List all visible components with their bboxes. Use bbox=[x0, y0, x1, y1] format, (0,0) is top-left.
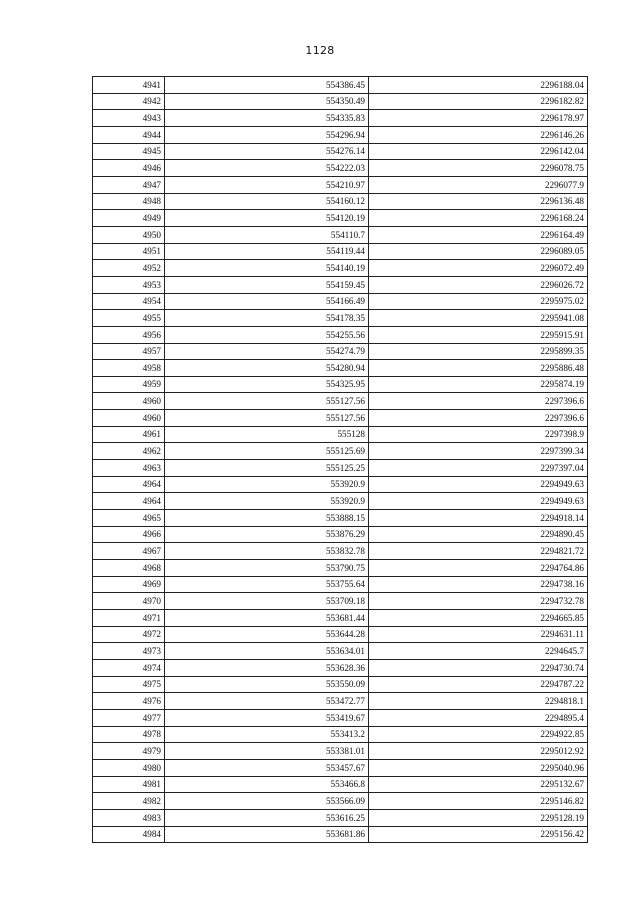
point-number-cell: 4960 bbox=[93, 393, 165, 410]
point-number-cell: 4963 bbox=[93, 460, 165, 477]
table-row bbox=[93, 693, 588, 710]
point-number-cell: 4983 bbox=[93, 809, 165, 826]
x-coordinate-cell: 554159.45 bbox=[165, 276, 369, 293]
x-coordinate-cell: 555128 bbox=[165, 426, 369, 443]
y-coordinate-cell: 2295915.91 bbox=[369, 326, 588, 343]
x-coordinate-cell: 554140.19 bbox=[165, 260, 369, 277]
y-coordinate-cell: 2294821.72 bbox=[369, 543, 588, 560]
y-coordinate-cell: 2295128.19 bbox=[369, 809, 588, 826]
x-coordinate-cell: 554280.94 bbox=[165, 360, 369, 377]
point-number-cell: 4974 bbox=[93, 659, 165, 676]
x-coordinate-cell: 553419.67 bbox=[165, 709, 369, 726]
y-coordinate-cell: 2294949.63 bbox=[369, 493, 588, 510]
x-coordinate-cell: 555125.25 bbox=[165, 460, 369, 477]
table-row bbox=[93, 626, 588, 643]
table-row bbox=[93, 260, 588, 277]
table-row bbox=[93, 493, 588, 510]
x-coordinate-cell: 554222.03 bbox=[165, 160, 369, 177]
x-coordinate-cell: 555125.69 bbox=[165, 443, 369, 460]
x-coordinate-cell: 554166.49 bbox=[165, 293, 369, 310]
y-coordinate-cell: 2294738.16 bbox=[369, 576, 588, 593]
x-coordinate-cell: 553472.77 bbox=[165, 693, 369, 710]
table-row bbox=[93, 593, 588, 610]
table-row bbox=[93, 410, 588, 427]
y-coordinate-cell: 2296089.05 bbox=[369, 243, 588, 260]
table-row bbox=[93, 476, 588, 493]
y-coordinate-cell: 2296078.75 bbox=[369, 160, 588, 177]
table-row bbox=[93, 126, 588, 143]
point-number-cell: 4970 bbox=[93, 593, 165, 610]
table-row bbox=[93, 610, 588, 627]
table-row bbox=[93, 77, 588, 94]
x-coordinate-cell: 554160.12 bbox=[165, 193, 369, 210]
table-row bbox=[93, 526, 588, 543]
y-coordinate-cell: 2294631.11 bbox=[369, 626, 588, 643]
point-number-cell: 4945 bbox=[93, 143, 165, 160]
x-coordinate-cell: 553681.86 bbox=[165, 826, 369, 843]
table-row bbox=[93, 360, 588, 377]
y-coordinate-cell: 2295975.02 bbox=[369, 293, 588, 310]
y-coordinate-cell: 2294787.22 bbox=[369, 676, 588, 693]
y-coordinate-cell: 2294895.4 bbox=[369, 709, 588, 726]
y-coordinate-cell: 2297396.6 bbox=[369, 410, 588, 427]
x-coordinate-cell: 554335.83 bbox=[165, 110, 369, 127]
y-coordinate-cell: 2294732.78 bbox=[369, 593, 588, 610]
y-coordinate-cell: 2295132.67 bbox=[369, 776, 588, 793]
table-row bbox=[93, 726, 588, 743]
x-coordinate-cell: 553413.2 bbox=[165, 726, 369, 743]
table-row bbox=[93, 576, 588, 593]
point-number-cell: 4975 bbox=[93, 676, 165, 693]
table-row bbox=[93, 93, 588, 110]
x-coordinate-cell: 553381.01 bbox=[165, 743, 369, 760]
point-number-cell: 4973 bbox=[93, 643, 165, 660]
point-number-cell: 4969 bbox=[93, 576, 165, 593]
table-row bbox=[93, 659, 588, 676]
table-row bbox=[93, 310, 588, 327]
table-row bbox=[93, 210, 588, 227]
table-row bbox=[93, 143, 588, 160]
x-coordinate-cell: 554274.79 bbox=[165, 343, 369, 360]
x-coordinate-cell: 554210.97 bbox=[165, 176, 369, 193]
x-coordinate-cell: 553616.25 bbox=[165, 809, 369, 826]
y-coordinate-cell: 2295874.19 bbox=[369, 376, 588, 393]
table-row bbox=[93, 510, 588, 527]
y-coordinate-cell: 2294645.7 bbox=[369, 643, 588, 660]
table-row bbox=[93, 443, 588, 460]
point-number-cell: 4952 bbox=[93, 260, 165, 277]
table-row bbox=[93, 676, 588, 693]
y-coordinate-cell: 2297396.6 bbox=[369, 393, 588, 410]
table-row bbox=[93, 326, 588, 343]
point-number-cell: 4977 bbox=[93, 709, 165, 726]
x-coordinate-cell: 554110.7 bbox=[165, 226, 369, 243]
y-coordinate-cell: 2296146.26 bbox=[369, 126, 588, 143]
point-number-cell: 4962 bbox=[93, 443, 165, 460]
table-row bbox=[93, 243, 588, 260]
table-row bbox=[93, 110, 588, 127]
x-coordinate-cell: 553644.28 bbox=[165, 626, 369, 643]
y-coordinate-cell: 2294949.63 bbox=[369, 476, 588, 493]
y-coordinate-cell: 2295012.92 bbox=[369, 743, 588, 760]
point-number-cell: 4959 bbox=[93, 376, 165, 393]
x-coordinate-cell: 553755.64 bbox=[165, 576, 369, 593]
y-coordinate-cell: 2294922.85 bbox=[369, 726, 588, 743]
y-coordinate-cell: 2296164.49 bbox=[369, 226, 588, 243]
x-coordinate-cell: 553920.9 bbox=[165, 493, 369, 510]
x-coordinate-cell: 553634.01 bbox=[165, 643, 369, 660]
y-coordinate-cell: 2294918.14 bbox=[369, 510, 588, 527]
table-row bbox=[93, 226, 588, 243]
point-number-cell: 4947 bbox=[93, 176, 165, 193]
point-number-cell: 4953 bbox=[93, 276, 165, 293]
point-number-cell: 4968 bbox=[93, 560, 165, 577]
page-number: 1128 bbox=[305, 44, 335, 57]
y-coordinate-cell: 2296188.04 bbox=[369, 77, 588, 94]
x-coordinate-cell: 553920.9 bbox=[165, 476, 369, 493]
point-number-cell: 4967 bbox=[93, 543, 165, 560]
y-coordinate-cell: 2296182.82 bbox=[369, 93, 588, 110]
y-coordinate-cell: 2296077.9 bbox=[369, 176, 588, 193]
y-coordinate-cell: 2296168.24 bbox=[369, 210, 588, 227]
y-coordinate-cell: 2296178.97 bbox=[369, 110, 588, 127]
y-coordinate-cell: 2295156.42 bbox=[369, 826, 588, 843]
table-row bbox=[93, 776, 588, 793]
point-number-cell: 4941 bbox=[93, 77, 165, 94]
table-row bbox=[93, 460, 588, 477]
x-coordinate-cell: 553457.67 bbox=[165, 759, 369, 776]
y-coordinate-cell: 2294665.85 bbox=[369, 610, 588, 627]
y-coordinate-cell: 2295886.48 bbox=[369, 360, 588, 377]
point-number-cell: 4965 bbox=[93, 510, 165, 527]
table-row bbox=[93, 809, 588, 826]
x-coordinate-cell: 553709.18 bbox=[165, 593, 369, 610]
table-row bbox=[93, 743, 588, 760]
x-coordinate-cell: 553566.09 bbox=[165, 793, 369, 810]
point-number-cell: 4978 bbox=[93, 726, 165, 743]
y-coordinate-cell: 2294764.86 bbox=[369, 560, 588, 577]
table-row bbox=[93, 276, 588, 293]
table-row bbox=[93, 560, 588, 577]
table-row bbox=[93, 759, 588, 776]
table-row bbox=[93, 643, 588, 660]
point-number-cell: 4954 bbox=[93, 293, 165, 310]
point-number-cell: 4984 bbox=[93, 826, 165, 843]
x-coordinate-cell: 554119.44 bbox=[165, 243, 369, 260]
coordinates-table-body bbox=[93, 77, 588, 843]
table-row bbox=[93, 176, 588, 193]
y-coordinate-cell: 2297399.34 bbox=[369, 443, 588, 460]
x-coordinate-cell: 555127.56 bbox=[165, 410, 369, 427]
table-row bbox=[93, 193, 588, 210]
point-number-cell: 4958 bbox=[93, 360, 165, 377]
x-coordinate-cell: 553832.78 bbox=[165, 543, 369, 560]
table-row bbox=[93, 160, 588, 177]
point-number-cell: 4956 bbox=[93, 326, 165, 343]
y-coordinate-cell: 2296026.72 bbox=[369, 276, 588, 293]
point-number-cell: 4964 bbox=[93, 493, 165, 510]
x-coordinate-cell: 553681.44 bbox=[165, 610, 369, 627]
point-number-cell: 4942 bbox=[93, 93, 165, 110]
y-coordinate-cell: 2296142.04 bbox=[369, 143, 588, 160]
point-number-cell: 4979 bbox=[93, 743, 165, 760]
point-number-cell: 4972 bbox=[93, 626, 165, 643]
x-coordinate-cell: 554296.94 bbox=[165, 126, 369, 143]
point-number-cell: 4981 bbox=[93, 776, 165, 793]
point-number-cell: 4964 bbox=[93, 476, 165, 493]
table-row bbox=[93, 709, 588, 726]
y-coordinate-cell: 2294818.1 bbox=[369, 693, 588, 710]
point-number-cell: 4971 bbox=[93, 610, 165, 627]
x-coordinate-cell: 553550.09 bbox=[165, 676, 369, 693]
y-coordinate-cell: 2295899.35 bbox=[369, 343, 588, 360]
point-number-cell: 4976 bbox=[93, 693, 165, 710]
x-coordinate-cell: 554386.45 bbox=[165, 77, 369, 94]
x-coordinate-cell: 553790.75 bbox=[165, 560, 369, 577]
x-coordinate-cell: 553628.36 bbox=[165, 659, 369, 676]
x-coordinate-cell: 554178.35 bbox=[165, 310, 369, 327]
y-coordinate-cell: 2294730.74 bbox=[369, 659, 588, 676]
table-row bbox=[93, 826, 588, 843]
x-coordinate-cell: 554120.19 bbox=[165, 210, 369, 227]
point-number-cell: 4957 bbox=[93, 343, 165, 360]
table-row bbox=[93, 793, 588, 810]
table-row bbox=[93, 543, 588, 560]
point-number-cell: 4944 bbox=[93, 126, 165, 143]
point-number-cell: 4946 bbox=[93, 160, 165, 177]
x-coordinate-cell: 553466.8 bbox=[165, 776, 369, 793]
y-coordinate-cell: 2295146.82 bbox=[369, 793, 588, 810]
coordinates-table bbox=[92, 76, 588, 843]
point-number-cell: 4951 bbox=[93, 243, 165, 260]
y-coordinate-cell: 2296136.48 bbox=[369, 193, 588, 210]
table-row bbox=[93, 393, 588, 410]
point-number-cell: 4955 bbox=[93, 310, 165, 327]
point-number-cell: 4961 bbox=[93, 426, 165, 443]
y-coordinate-cell: 2296072.49 bbox=[369, 260, 588, 277]
table-row bbox=[93, 343, 588, 360]
y-coordinate-cell: 2295941.08 bbox=[369, 310, 588, 327]
x-coordinate-cell: 554276.14 bbox=[165, 143, 369, 160]
y-coordinate-cell: 2294890.45 bbox=[369, 526, 588, 543]
point-number-cell: 4960 bbox=[93, 410, 165, 427]
x-coordinate-cell: 554325.95 bbox=[165, 376, 369, 393]
point-number-cell: 4980 bbox=[93, 759, 165, 776]
point-number-cell: 4949 bbox=[93, 210, 165, 227]
point-number-cell: 4943 bbox=[93, 110, 165, 127]
x-coordinate-cell: 555127.56 bbox=[165, 393, 369, 410]
point-number-cell: 4982 bbox=[93, 793, 165, 810]
point-number-cell: 4966 bbox=[93, 526, 165, 543]
table-row bbox=[93, 426, 588, 443]
table-row bbox=[93, 293, 588, 310]
x-coordinate-cell: 554255.56 bbox=[165, 326, 369, 343]
y-coordinate-cell: 2297398.9 bbox=[369, 426, 588, 443]
x-coordinate-cell: 553888.15 bbox=[165, 510, 369, 527]
x-coordinate-cell: 553876.29 bbox=[165, 526, 369, 543]
y-coordinate-cell: 2297397.04 bbox=[369, 460, 588, 477]
y-coordinate-cell: 2295040.96 bbox=[369, 759, 588, 776]
x-coordinate-cell: 554350.49 bbox=[165, 93, 369, 110]
point-number-cell: 4950 bbox=[93, 226, 165, 243]
table-row bbox=[93, 376, 588, 393]
point-number-cell: 4948 bbox=[93, 193, 165, 210]
